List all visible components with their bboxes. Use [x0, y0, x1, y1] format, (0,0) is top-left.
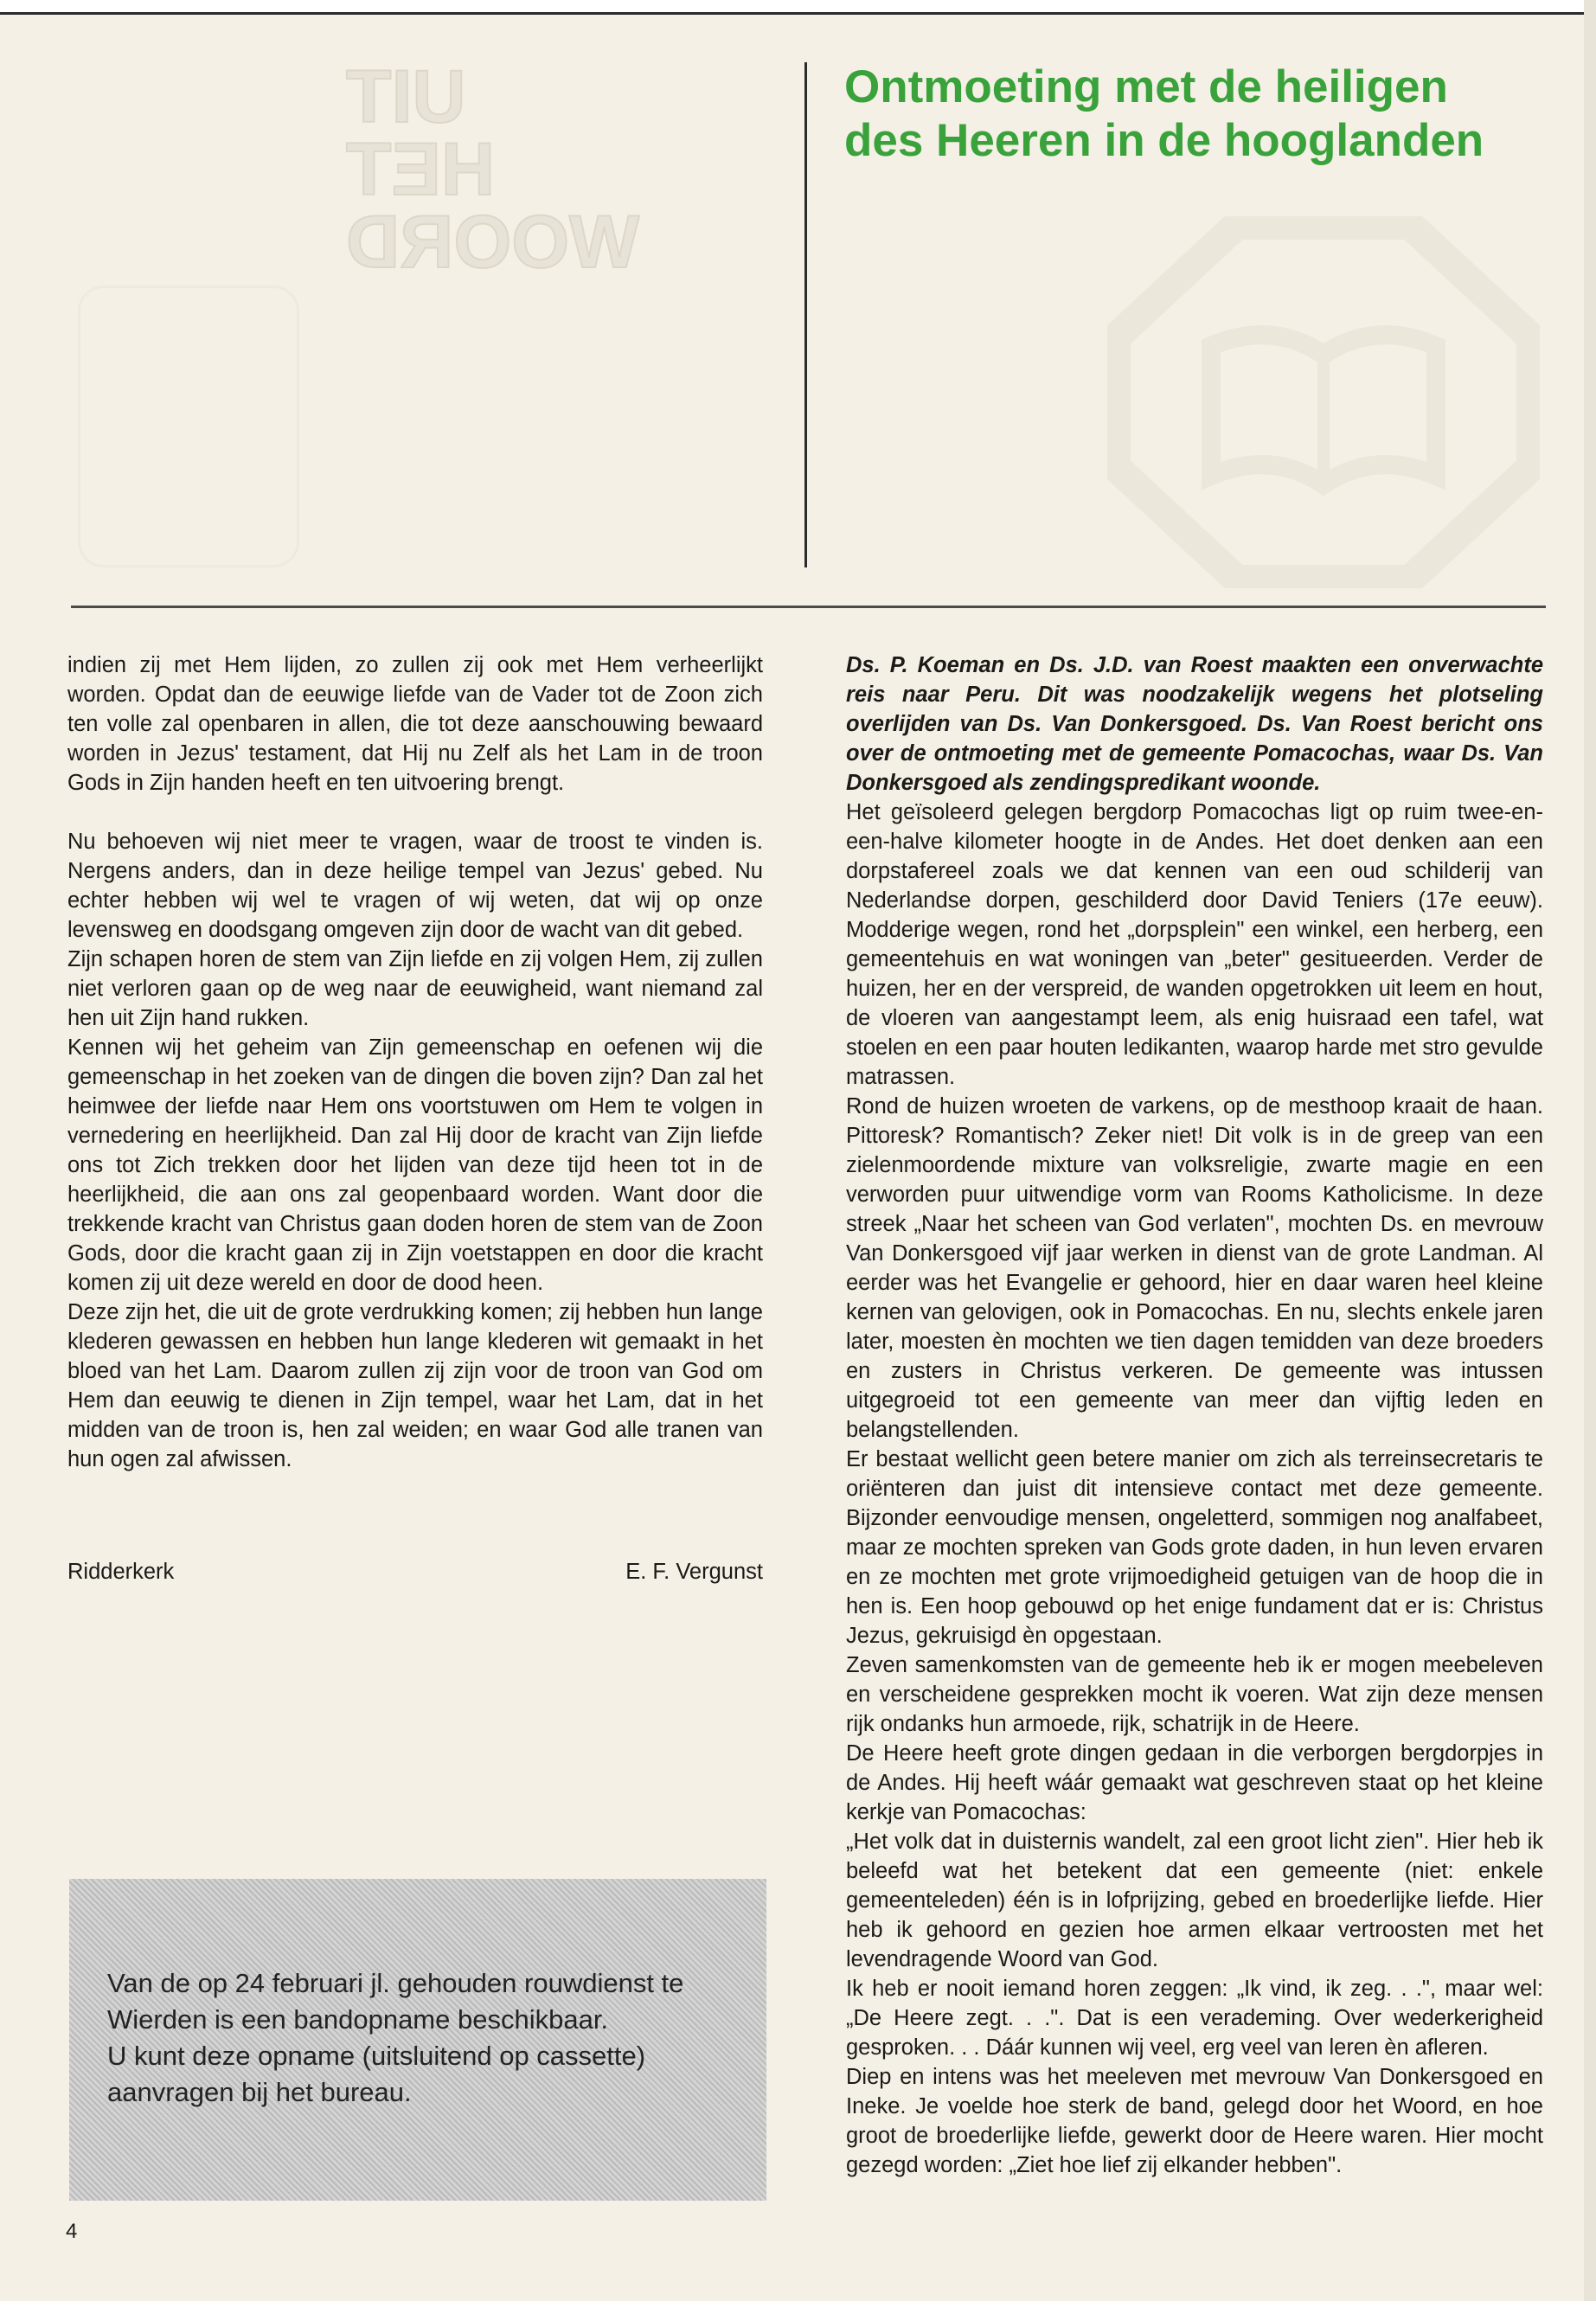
right-paragraph: Er bestaat wellicht geen betere manier om zich als terreinsecretaris te oriënteren dan juist dit intensieve contact met deze gemeente. Bijzonder eenvoudige mensen, ongeletterd, sommigen nog analfabeet, maar ze mochten spreken van Gods grote daden, in hun leven ervaren en ze mochten met grote vrijmoedigheid getuigen van de hoop die in hen is. Een hoop gebouwd op het enige fundament dat er is: Christus Jezus, gekruisigd èn opgestaan. — [846, 1447, 1543, 1648]
signature-place: Ridderkerk — [67, 1560, 175, 1584]
faded-title-line-2: HET WOORD — [346, 128, 640, 284]
faint-decoration — [78, 285, 299, 567]
left-paragraph: Deze zijn het, die uit de grote verdrukking komen; zij hebben hun lange klederen gewassen en hebben hun lange klederen wit gemaakt in het bloed van het Lam. Daarom zullen zij zijn voor de troon van God om Hem dan eeuwig te dienen in Zijn tempel, waar het Lam, dat in het midden van de troon is, hen zal weiden; en waar God alle tranen van hun ogen zal afwissen. — [67, 1300, 763, 1471]
faded-section-title — [346, 55, 770, 284]
right-paragraph: Diep en intens was het meeleven met mevrouw Van Donkersgoed en Ineke. Je voelde hoe sterk de band, gelegd door het Woord, en hoe groot de broederlijke liefde, gewerkt door de Heere waren. Hier mocht gezegd worden: „Ziet hoe lief zij elkander hebben". — [846, 2065, 1543, 2177]
right-column — [846, 651, 1543, 2180]
notice-line: aanvragen bij het bureau. — [107, 2077, 412, 2107]
right-paragraph: Zeven samenkomsten van de gemeente heb ik er mogen meebeleven en verscheidene gesprekken mocht ik voeren. Wat zijn deze mensen rijk ondanks hun armoede, rijk, schatrijk in de Heere. — [846, 1653, 1543, 1736]
faded-title-line-1: UIT — [346, 55, 466, 138]
page-edge — [1584, 0, 1596, 2301]
right-paragraph: Het geïsoleerd gelegen bergdorp Pomacochas ligt op ruim twee-en-een-halve kilometer hoogte in de Andes. Het doet denken aan een dorpstafereel zoals we dat kennen van een oud schilderij van Nederlandse dorpen, geschilderd door David Teniers (17e eeuw). Modderige wegen, rond het „dorpsplein" een winkel, een herberg, een gemeentehuis en wat woningen van „beter" gesitueerden. Verder de huizen, her en der verspreid, de wanden opgetrokken uit leem en hout, de vloeren van aangestampt leem, als enig huisraad een tafel, wat stoelen en een paar houten ledikanten, waarop harde met stro gevulde matrassen. — [846, 800, 1543, 1089]
headline-line-2: des Heeren in de hooglanden — [844, 115, 1484, 166]
notice-line: Van de op 24 februari jl. gehouden rouwdienst te — [107, 1968, 684, 1998]
left-paragraph: Nu behoeven wij niet meer te vragen, waar de troost te vinden is. Nergens anders, dan in deze heilige tempel van Jezus' gebed. Nu echter hebben wij wel te vragen of wij weten, dat wij op onze levensweg en doodsgang omgeven zijn door de wacht van dit gebed. — [67, 830, 763, 942]
page-number: 4 — [66, 2220, 78, 2243]
faint-book-logo-icon — [1107, 216, 1540, 588]
headline-line-1: Ontmoeting met de heiligen — [844, 61, 1448, 112]
author-signature — [67, 1557, 763, 1586]
right-paragraph: Ik heb er nooit iemand horen zeggen: „Ik vind, ik zeg. . .", maar wel: „De Heere zegt. . .". Dat is een verademing. Over wederkerigheid gesproken. . . Dáár kunnen wij veel, erg veel van leren èn afleren. — [846, 1977, 1543, 2060]
signature-name: E. F. Vergunst — [625, 1560, 763, 1584]
notice-line: U kunt deze opname (uitsluitend op cassette) — [107, 2041, 646, 2071]
article-headline — [844, 61, 1554, 168]
notice-box — [69, 1879, 766, 2201]
right-paragraph: De Heere heeft grote dingen gedaan in die verborgen bergdorpjes in de Andes. Hij heeft wáár gemaakt wat geschreven staat op het kleine kerkje van Pomacochas: — [846, 1741, 1543, 1824]
left-paragraph: indien zij met Hem lijden, zo zullen zij ook met Hem verheerlijkt worden. Opdat dan de eeuwige liefde van de Vader tot de Zoon zich ten volle zal openbaren in allen, die tot deze aanschouwing bewaard worden in Jezus' testament, dat Hij nu Zelf als het Lam in de troon Gods in Zijn handen heeft en ten uitvoering brengt. — [67, 653, 763, 795]
section-divider — [71, 606, 1546, 608]
left-paragraph: Zijn schapen horen de stem van Zijn liefde en zij volgen Hem, zij zullen niet verloren gaan op de weg naar de eeuwigheid, want niemand zal hen uit Zijn hand rukken. — [67, 947, 763, 1030]
notice-text — [107, 1965, 732, 2111]
top-border — [0, 0, 1596, 15]
left-paragraph: Kennen wij het geheim van Zijn gemeenschap en oefenen wij die gemeenschap in het zoeken van de dingen die boven zijn? Dan zal het heimwee der liefde naar Hem ons voortstuwen om Hem te volgen in vernedering en heerlijkheid. Dan zal Hij door de kracht van Zijn liefde ons tot Zich trekken door het lijden van deze tijd heen tot in de heerlijkheid, die aan ons zal geopenbaard worden. Want door die trekkende kracht van Christus gaan doden horen de stem van de Zoon Gods, door die kracht gaan zij in Zijn voetstappen en door die kracht komen zij uit deze wereld en door de dood heen. — [67, 1035, 763, 1295]
right-paragraph: Rond de huizen wroeten de varkens, op de mesthoop kraait de haan. Pittoresk? Romantisch? Zeker niet! Dit volk is in de greep van een zielenmoordende mixture van volksreligie, zwarte magie en een verworden puur uitwendige vorm van Rooms Katholicisme. In deze streek „Naar het scheen van God verlaten", mochten Ds. en mevrouw Van Donkersgoed vijf jaar werken in dienst van de grote Landman. Al eerder was het Evangelie er gehoord, hier en daar waren heel kleine kernen van gelovigen, ook in Pomacochas. En nu, slechts enkele jaren later, moesten èn mochten we tien dagen temidden van deze broeders en zusters in Christus verkeren. De gemeente was intussen uitgegroeid tot een gemeente van meer dan vijftig leden en belangstellenden. — [846, 1094, 1543, 1442]
article-lede: Ds. P. Koeman en Ds. J.D. van Roest maakten een onverwachte reis naar Peru. Dit was noodzakelijk wegens het plotseling overlijden van Ds. Van Donkersgoed. Ds. Van Roest bericht ons over de ontmoeting met de gemeente Pomacochas, waar Ds. Van Donkersgoed als zendingspredikant woonde. — [846, 653, 1543, 795]
header-vertical-divider — [804, 62, 807, 567]
left-column — [67, 651, 763, 1474]
notice-line: Wierden is een bandopname beschikbaar. — [107, 2004, 609, 2035]
right-paragraph: „Het volk dat in duisternis wandelt, zal een groot licht zien". Hier heb ik beleefd wat het betekent dat een gemeente (niet: enkele gemeenteleden) één is in lofprijzing, gebed en broederlijke liefde. Hier heb ik gehoord en gezien hoe armen elkaar vertroosten met het levendragende Woord van God. — [846, 1830, 1543, 1971]
